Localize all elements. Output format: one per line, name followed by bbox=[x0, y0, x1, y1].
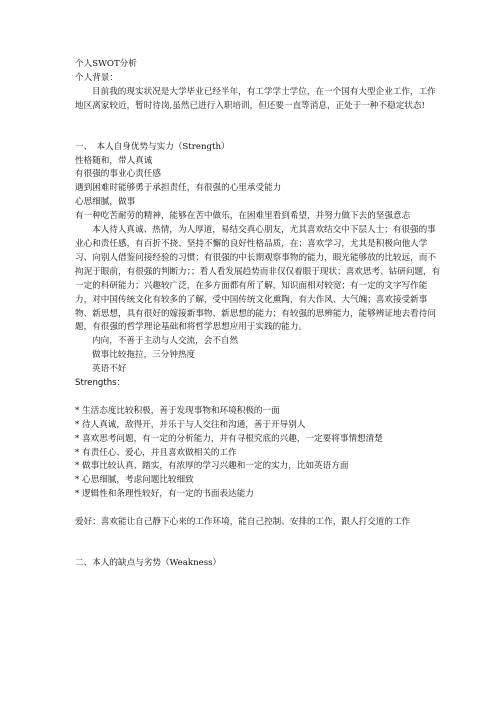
list-item: * 心思细腻，考虑问题比较细致 bbox=[75, 475, 194, 486]
spacer bbox=[75, 114, 442, 141]
list-item: * 生活态度比较积极，善于发现事物和环境积极的一面 bbox=[75, 405, 280, 416]
weak-point-line: 英语不好 bbox=[92, 364, 127, 375]
spacer bbox=[75, 391, 442, 405]
background-label: 个人背景： bbox=[75, 72, 118, 83]
trait-line: 心思细腻，做事 bbox=[75, 197, 136, 208]
list-item: * 逻辑性和条理性较好，有一定的书面表达能力 bbox=[75, 489, 254, 500]
strengths-list bbox=[75, 405, 442, 502]
trait-line: 性格随和，带人真诚 bbox=[75, 155, 153, 166]
list-item: * 待人真诚，敌得开，并乐于与人交往和沟通，善于开导别人 bbox=[75, 419, 306, 430]
list-item: * 有责任心、爱心，并且喜欢做相关的工作 bbox=[75, 447, 237, 458]
section-strength-heading: 一、 本人自身优势与实力（Strength） bbox=[75, 141, 230, 152]
trait-line: 遇到困难时能够勇于承担责任，有很强的心里承受能力 bbox=[75, 183, 282, 194]
spacer bbox=[75, 530, 442, 557]
list-item: * 做事比较认真、踏实，有浓厚的学习兴趣和一定的实力，比如英语方面 bbox=[75, 461, 349, 472]
weak-point-line: 做事比较拖拉，三分钟热度 bbox=[92, 350, 196, 361]
strengths-label: Strengths： bbox=[75, 378, 126, 389]
doc-title: 个人SWOT分析 bbox=[75, 59, 137, 69]
trait-line: 有一种吃苦耐劳的精神，能够在苦中做乐，在困难里看到希望，并努力做下去的坚强意志 bbox=[75, 211, 411, 222]
spacer bbox=[75, 502, 442, 516]
trait-line: 有很强的事业心责任感 bbox=[75, 169, 161, 180]
list-item: * 喜欢思考问题，有一定的分析能力，并有寻根究底的兴趣，一定要将事情想清楚 bbox=[75, 433, 383, 444]
weak-point-line: 内向，不善于主动与人交流，会不自然 bbox=[92, 336, 239, 347]
strength-paragraph: 本人待人真诚、热情，为人厚道，易结交真心朋友，尤其喜欢结交中下层人士；有很强的事业心和责任感，有百折不挠、坚持不懈的良好性格品质，在；喜欢学习，尤其是积极向他人学习、向别人借鉴问接经验的习惯；有很强的中长期观察事物的能力，眼光能够放的比较远，而不拘泥于眼前，有很强的判断力；；看人看发展趋势而非仅仅着眼于现状；喜欢思考、钻研问题，有一定的科研能力；兴趣较广泛，在多方面都有所了解，知识面相对较宽；有一定的文字写作能力，对中国传统文化有较多的了解，受中国传统文化熏陶，有大作风、大气魄；喜欢接受新事物、新思想，具有很好的嫁接新事物、新思想的能力；有较强的思辨能力，能够辨证地去看待问题，有很强的哲学理论基础和将哲学思想应用于实践的能力。 bbox=[75, 225, 441, 333]
section-weakness-heading: 二、本人的缺点与劣势（Weakness） bbox=[75, 557, 222, 568]
background-paragraph: 目前我的现实状况是大学毕业已经半年，有工学学士学位，在一个国有大型企业工作，工作地区离家较近，暂时待岗,虽然已进行入职培训，但还要一直等消息，正处于一种不稳定状态! bbox=[75, 86, 436, 111]
hobby-paragraph: 爱好：喜欢能让自己静下心来的工作环境，能自己控制、安排的工作，跟人打交道的工作 bbox=[75, 517, 411, 528]
